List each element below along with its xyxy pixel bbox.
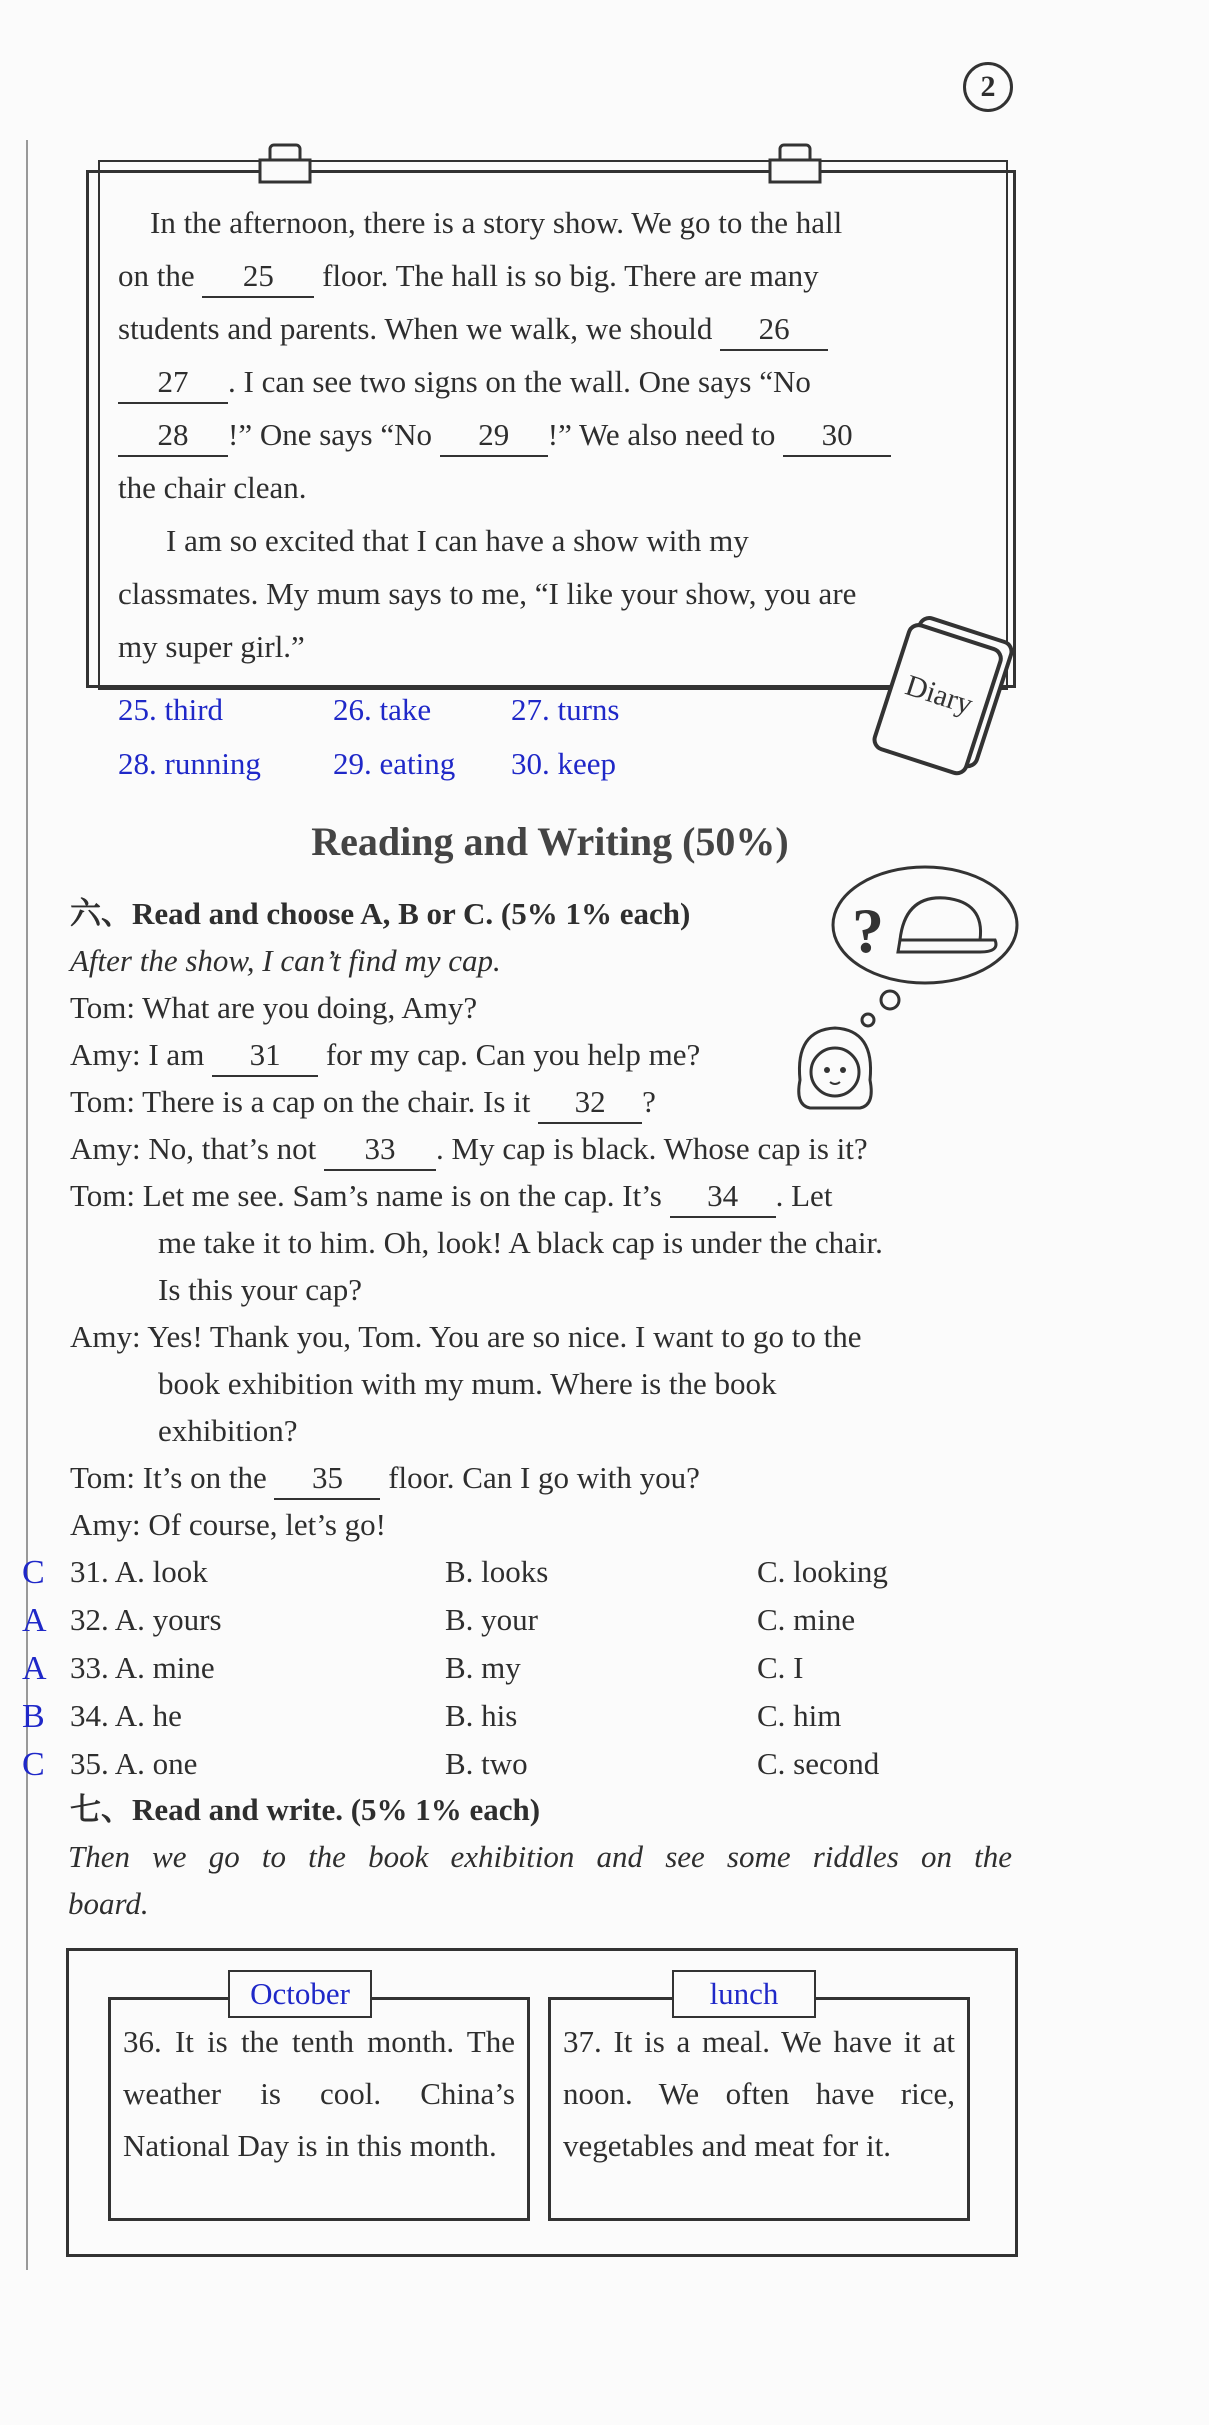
story-text: the chair clean.	[118, 470, 307, 505]
blank-34: 34	[670, 1176, 776, 1218]
blank-30: 30	[783, 415, 891, 457]
dialog-line: Tom: What are you doing, Amy?	[70, 990, 478, 1025]
clip-icon	[250, 140, 320, 190]
dialog-line	[70, 1031, 700, 1079]
dialog-line: me take it to him. Oh, look! A black cap is under the chair.	[158, 1225, 883, 1260]
blank-27: 27	[118, 362, 228, 404]
answer-28: 28. running	[118, 746, 261, 781]
answer-mark-33: A	[22, 1650, 47, 1687]
option-a-31[interactable]: 31. A. look	[70, 1554, 208, 1589]
answer-mark-31: C	[22, 1554, 45, 1591]
option-a-33[interactable]: 33. A. mine	[70, 1650, 215, 1685]
option-a-35[interactable]: 35. A. one	[70, 1746, 198, 1781]
riddle-text-36: 36. It is the tenth month. The weather is cool. China’s National Day is in this month.	[123, 2024, 515, 2163]
riddle-card-36	[108, 1997, 530, 2221]
dialog-line: book exhibition with my mum. Where is the book	[158, 1366, 777, 1401]
diary-book-icon	[870, 610, 1030, 790]
story-line-5	[118, 411, 984, 459]
option-c-33[interactable]: C. I	[757, 1650, 804, 1685]
page-number-badge	[963, 62, 1013, 112]
answer-29: 29. eating	[333, 746, 456, 781]
option-b-32[interactable]: B. your	[445, 1602, 538, 1637]
girl-face-icon	[790, 1020, 880, 1115]
story-line-2	[118, 252, 984, 300]
answer-25: 25. third	[118, 692, 224, 727]
option-b-34[interactable]: B. his	[445, 1698, 518, 1733]
option-b-35[interactable]: B. two	[445, 1746, 528, 1781]
blank-25: 25	[202, 256, 314, 298]
dialog-text: Tom: It’s on the	[70, 1460, 267, 1495]
story-line-7	[166, 517, 749, 565]
answer-26: 26. take	[333, 692, 432, 727]
option-c-35[interactable]: C. second	[757, 1746, 880, 1781]
blank-28: 28	[118, 415, 228, 457]
riddle-card-37	[548, 1997, 970, 2221]
dialog-text: . Let	[775, 1178, 833, 1213]
svg-text:Diary: Diary	[901, 668, 977, 722]
story-line-3	[118, 305, 984, 353]
page-number: 2	[980, 70, 996, 103]
part7-title: 七、Read and write. (5% 1% each)	[70, 1792, 541, 1827]
dialog-text: Tom: Let me see. Sam’s name is on the cap. It’s	[70, 1178, 662, 1213]
blank-29: 29	[440, 415, 548, 457]
riddle-answer-36[interactable]: October	[228, 1970, 372, 2018]
dialog-line: Is this your cap?	[158, 1272, 363, 1307]
option-b-31[interactable]: B. looks	[445, 1554, 549, 1589]
story-text: !” One says “No	[228, 417, 433, 452]
story-line-6	[118, 464, 306, 512]
option-b-33[interactable]: B. my	[445, 1650, 521, 1685]
answer-mark-34: B	[22, 1698, 45, 1735]
answer-27: 27. turns	[511, 692, 620, 727]
part7-intro-line-1: Then we go to the book exhibition and see some riddles on the	[68, 1839, 1012, 1874]
section-title: Reading and Writing (50%)	[311, 819, 789, 864]
story-line-4	[118, 358, 984, 406]
answer-30: 30. keep	[511, 746, 617, 781]
story-text: I am so excited that I can have a show with my	[166, 523, 749, 558]
dialog-line	[70, 1454, 700, 1502]
story-text: !” We also need to	[547, 417, 776, 452]
part6-title: 六、Read and choose A, B or C. (5% 1% each)	[70, 896, 691, 931]
story-text: In the afternoon, there is a story show. We go to the hall	[150, 205, 843, 240]
option-c-32[interactable]: C. mine	[757, 1602, 856, 1637]
story-text: students and parents. When we walk, we should	[118, 311, 713, 346]
dialog-text: for my cap. Can you help me?	[325, 1037, 701, 1072]
dialog-line	[70, 1078, 656, 1126]
dialog-line: exhibition?	[158, 1413, 298, 1448]
clip-icon	[760, 140, 830, 190]
story-text: my super girl.”	[118, 629, 305, 664]
dialog-text: floor. Can I go with you?	[388, 1460, 700, 1495]
dialog-text: Amy: No, that’s not	[70, 1131, 317, 1166]
blank-26: 26	[720, 309, 828, 351]
dialog-line: Amy: Yes! Thank you, Tom. You are so nice. I want to go to the	[70, 1319, 862, 1354]
option-c-34[interactable]: C. him	[757, 1698, 842, 1733]
answer-mark-35: C	[22, 1746, 45, 1783]
dialog-line	[70, 1172, 832, 1220]
blank-31: 31	[212, 1035, 318, 1077]
svg-text:?: ?	[852, 895, 884, 966]
option-c-31[interactable]: C. looking	[757, 1554, 888, 1589]
blank-32: 32	[538, 1082, 642, 1124]
story-line-9	[118, 623, 305, 671]
dialog-text: Tom: There is a cap on the chair. Is it	[70, 1084, 531, 1119]
blank-33: 33	[324, 1129, 436, 1171]
blank-35: 35	[274, 1458, 380, 1500]
part6-intro: After the show, I can’t find my cap.	[70, 943, 501, 978]
story-text: classmates. My mum says to me, “I like your show, you are	[118, 576, 857, 611]
story-line-1	[150, 199, 984, 247]
dialog-line: Amy: Of course, let’s go!	[70, 1507, 386, 1542]
riddle-answer-37[interactable]: lunch	[672, 1970, 816, 2018]
story-text: . I can see two signs on the wall. One says “No	[228, 364, 811, 399]
story-line-8	[118, 570, 856, 618]
option-a-34[interactable]: 34. A. he	[70, 1698, 182, 1733]
option-a-32[interactable]: 32. A. yours	[70, 1602, 222, 1637]
dialog-text: ?	[642, 1084, 656, 1119]
story-text: floor. The hall is so big. There are many	[322, 258, 819, 293]
riddle-text-37: 37. It is a meal. We have it at noon. We often have rice, vegetables and meat for it.	[563, 2024, 955, 2163]
dialog-text: Amy: I am	[70, 1037, 205, 1072]
margin-line	[26, 140, 28, 2270]
story-text: on the	[118, 258, 195, 293]
part7-intro-line-2: board.	[68, 1886, 149, 1921]
answer-mark-32: A	[22, 1602, 47, 1639]
dialog-text: . My cap is black. Whose cap is it?	[436, 1131, 868, 1166]
dialog-line	[70, 1125, 868, 1173]
